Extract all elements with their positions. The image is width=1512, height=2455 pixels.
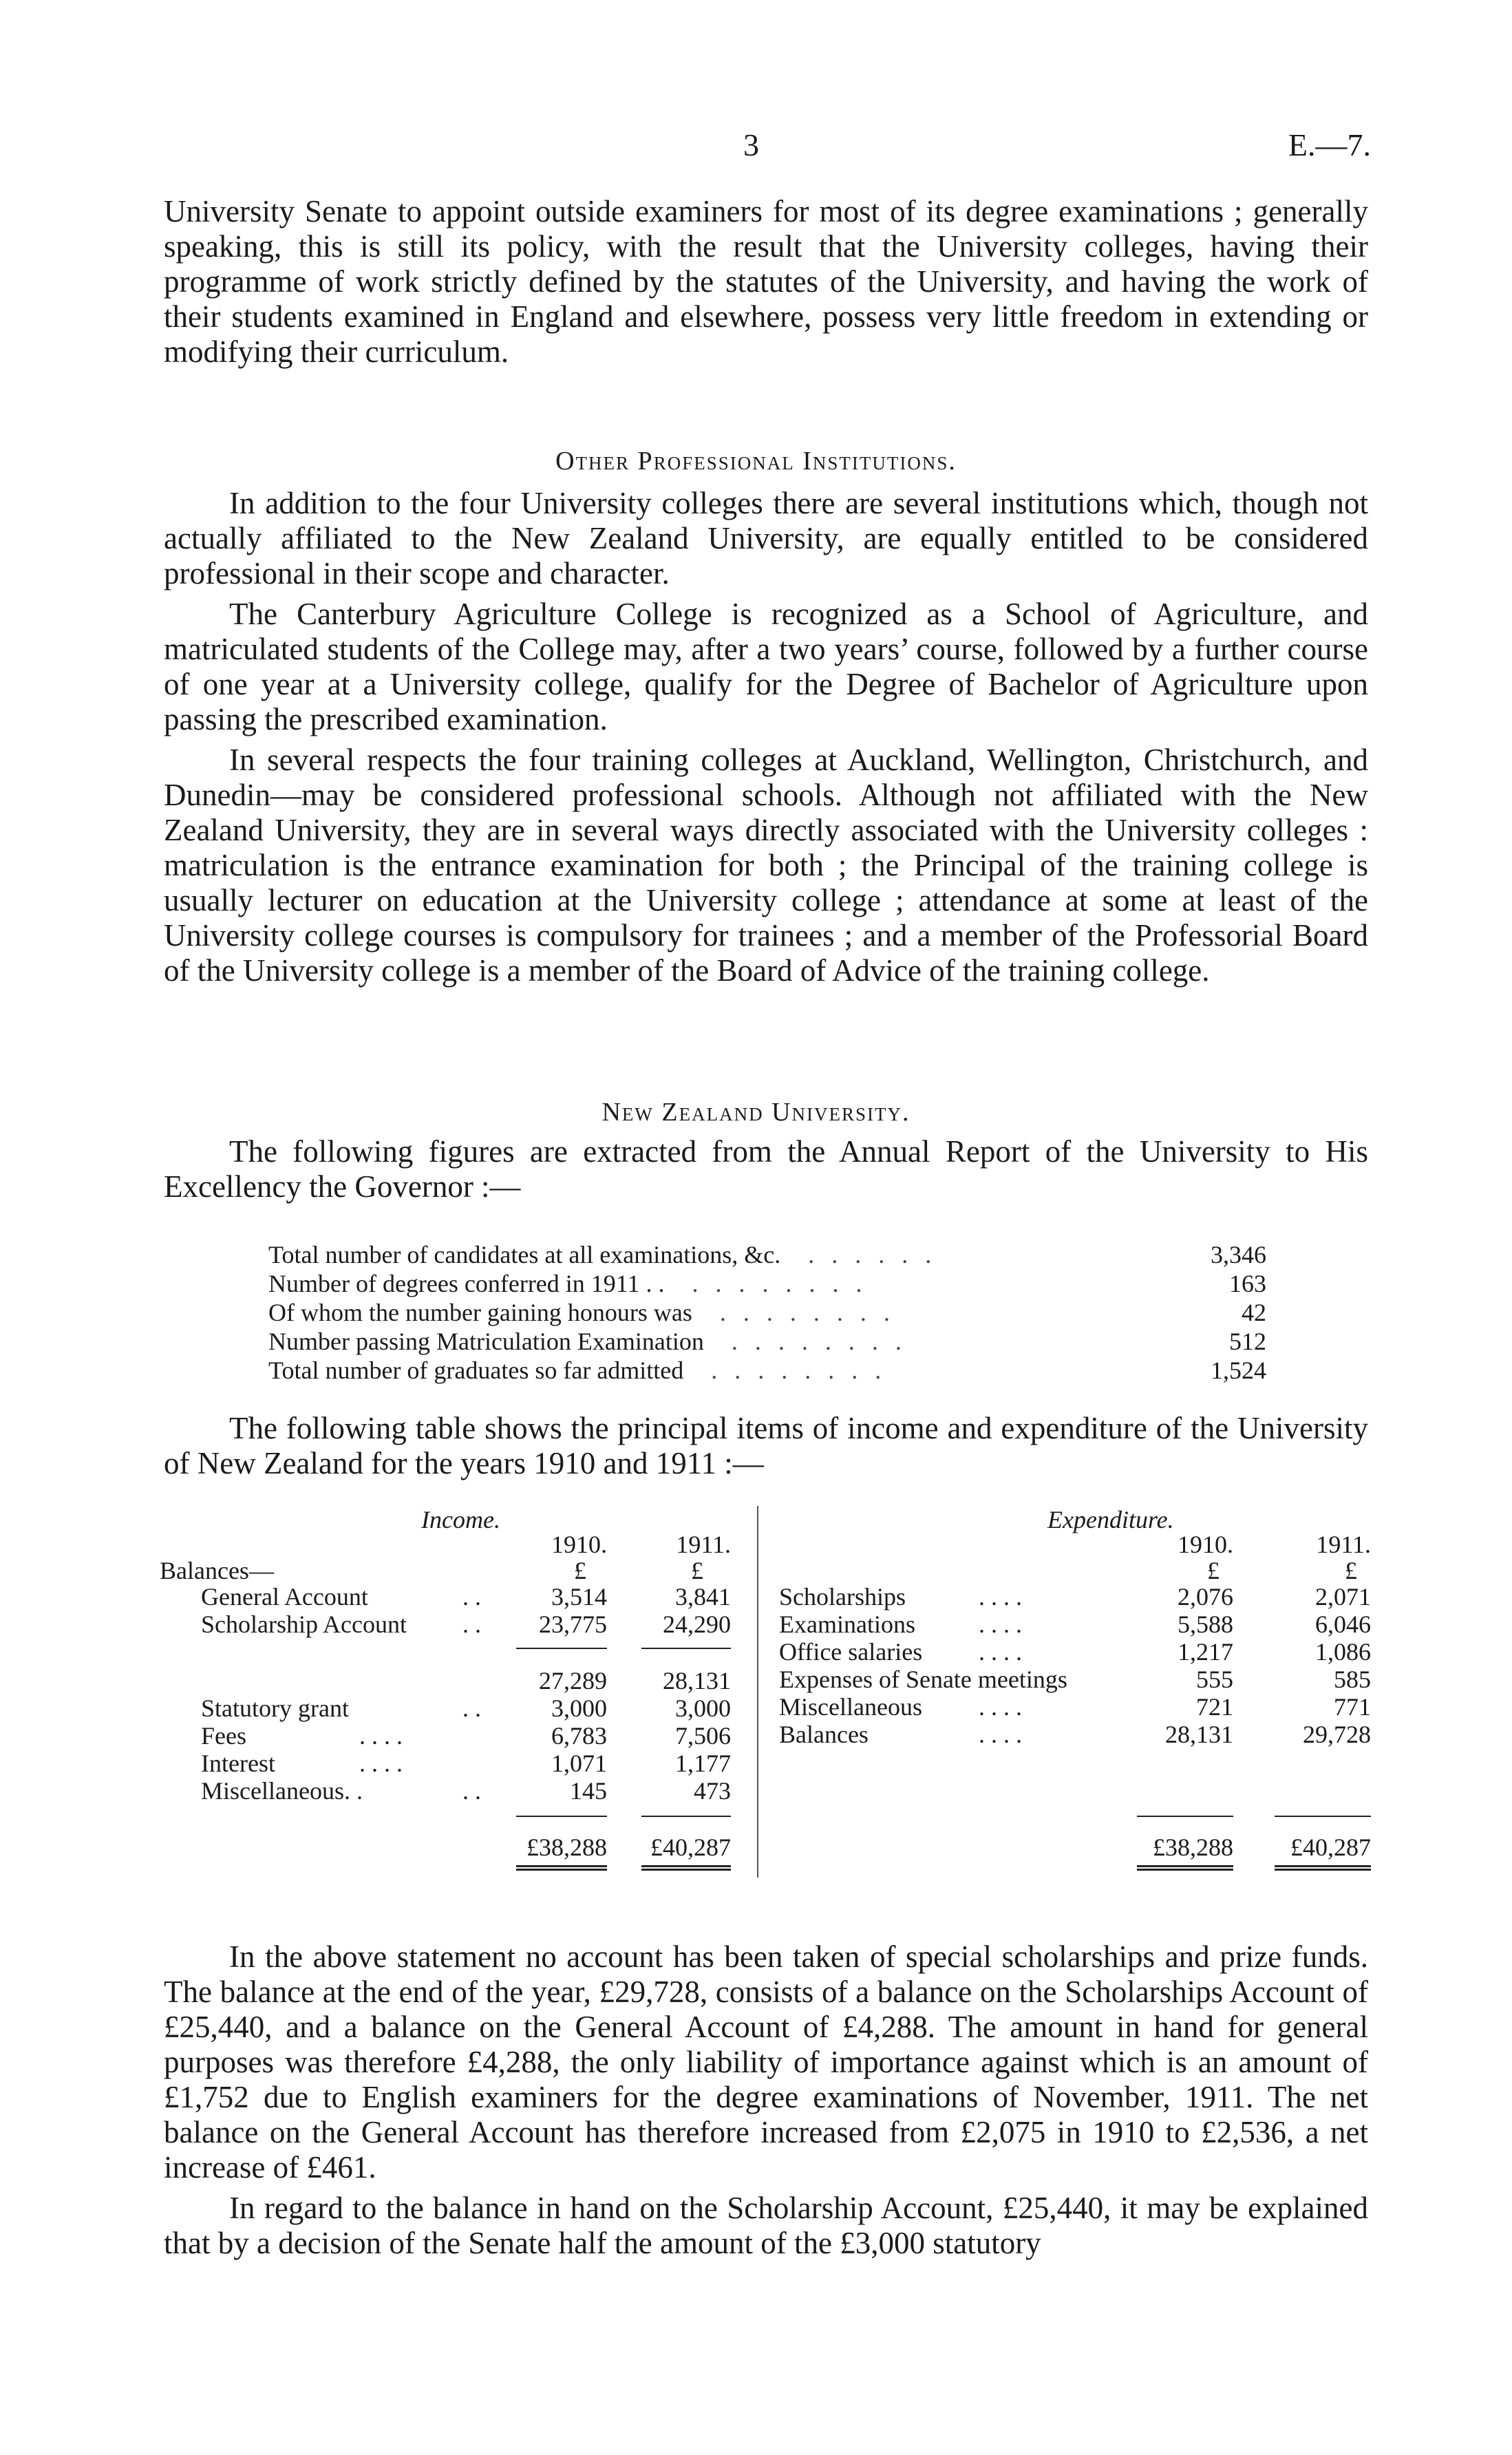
income-value-1911: 3,000 [675, 1694, 731, 1722]
income-year-1911: 1911. [676, 1531, 731, 1558]
expenditure-row-label: Scholarships [779, 1583, 906, 1611]
income-total-1911: £40,287 [650, 1834, 731, 1861]
income-value-1910: 1,071 [551, 1750, 607, 1777]
section-title-nz-university: New Zealand University. [601, 1098, 911, 1127]
leader-dots: . . . . [359, 1750, 403, 1777]
stat-label: Of whom the number gaining honours was [268, 1299, 692, 1326]
expenditure-value-1911: 771 [1334, 1693, 1371, 1721]
income-subtotal-1911: 28,131 [663, 1667, 731, 1694]
expenditure-value-1910: 28,131 [1165, 1721, 1233, 1748]
leader-dots: . . [462, 1777, 481, 1805]
intro-paragraph-block [164, 194, 1368, 375]
stat-value: 512 [1229, 1328, 1266, 1355]
total-rule [1275, 1816, 1371, 1817]
income-value-1910: 3,000 [551, 1694, 607, 1722]
expenditure-value-1911: 585 [1334, 1666, 1371, 1693]
leader-dots: . . . . [979, 1693, 1022, 1721]
leader-dots: . . . . [979, 1638, 1022, 1666]
closing-body [164, 1939, 1368, 2266]
expenditure-value-1910: 721 [1196, 1693, 1233, 1721]
leader-dots: . . . . . . . . [731, 1328, 907, 1355]
expenditure-year-1911: 1911. [1316, 1531, 1371, 1558]
income-value-1911: 1,177 [675, 1750, 731, 1777]
double-rule [641, 1865, 731, 1871]
currency-symbol: £ [574, 1557, 586, 1584]
subtotal-rule [641, 1648, 731, 1649]
income-subtotal-1910: 27,289 [539, 1667, 607, 1694]
expenditure-total-1910: £38,288 [1153, 1834, 1233, 1861]
expenditure-value-1910: 1,217 [1178, 1638, 1233, 1666]
expenditure-value-1910: 555 [1196, 1666, 1233, 1693]
statistics-list [268, 1240, 1266, 1385]
subtotal-rule [516, 1648, 607, 1649]
leader-dots: . . . . [359, 1722, 403, 1750]
stat-row [268, 1327, 1266, 1356]
expenditure-heading: Expenditure. [1047, 1506, 1174, 1533]
document-reference: E.—7. [1288, 127, 1371, 162]
income-row-label: Statutory grant [201, 1694, 349, 1722]
paragraph: In several respects the four training colleges at Auckland, Wellington, Christchurch, and Dunedin—may be considered professional schools. Although not affiliated with the New Zealand University, they are in several ways directly associated with the University colleges : matriculation is the entrance examination for both ; the Principal of the training college is usually lecturer on education at the University college ; attendance at some at least of the University college courses is compulsory for trainees ; and a member of the Professorial Board of the University college is a member of the Board of Advice of the training college. [164, 743, 1368, 988]
currency-symbol: £ [1207, 1557, 1220, 1584]
currency-symbol: £ [1345, 1557, 1357, 1584]
income-heading: Income. [421, 1506, 500, 1533]
stat-row [268, 1269, 1266, 1298]
paragraph: In regard to the balance in hand on the Scholarship Account, £25,440, it may be explained that by a decision of the Senate half the amount of the £3,000 statutory [164, 2191, 1368, 2260]
stat-row [268, 1298, 1266, 1327]
section-title-other-institutions: Other Professional Institutions. [555, 447, 957, 476]
stat-value: 1,524 [1211, 1357, 1266, 1384]
expenditure-row-label: Miscellaneous [779, 1693, 922, 1721]
leader-dots: . . . . [979, 1611, 1022, 1638]
paragraph: The following figures are extracted from the Annual Report of the University to His Excellency the Governor :— [164, 1134, 1368, 1204]
expenditure-row-label: Examinations [779, 1611, 915, 1638]
intro-paragraph: University Senate to appoint outside examiners for most of its degree examinations ; generally speaking, this is still its policy, with the result that the University colleges, having their programme of work strictly defined by the statutes of the University, and having the work of their students examined in England and elsewhere, possess very little freedom in extending or modifying their curriculum. [164, 194, 1368, 369]
currency-symbol: £ [691, 1557, 703, 1584]
stat-label: Number of degrees conferred in 1911 . . [268, 1270, 665, 1297]
expenditure-value-1911: 29,728 [1303, 1721, 1371, 1748]
paragraph: In addition to the four University colleges there are several institutions which, though not actually affiliated to the New Zealand University, are equally entitled to be considered professional in their scope and character. [164, 486, 1368, 591]
double-rule [1137, 1865, 1233, 1871]
expenditure-value-1911: 6,046 [1315, 1611, 1371, 1638]
leader-dots: . . . . . . . . [719, 1299, 895, 1326]
expenditure-value-1911: 2,071 [1315, 1583, 1371, 1611]
stat-label: Total number of candidates at all examinations, &c. [268, 1241, 781, 1268]
double-rule [1275, 1865, 1371, 1871]
expenditure-row-label: Balances [779, 1721, 869, 1748]
paragraph: The following table shows the principal items of income and expenditure of the University of New Zealand for the years 1910 and 1911 :— [164, 1411, 1368, 1480]
table-intro-block [164, 1411, 1368, 1487]
income-value-1911: 473 [694, 1777, 731, 1805]
leader-dots: . . [462, 1694, 481, 1722]
page-number: 3 [743, 127, 759, 162]
expenditure-row-label: Expenses of Senate meetings [779, 1666, 1067, 1693]
income-expenditure-table [160, 1506, 1371, 1878]
income-value-1910: 3,514 [551, 1583, 607, 1611]
balances-label: Balances— [160, 1557, 274, 1584]
income-value-1910: 6,783 [551, 1722, 607, 1750]
double-rule [516, 1865, 607, 1871]
stat-row [268, 1356, 1266, 1385]
expenditure-value-1911: 1,086 [1315, 1638, 1371, 1666]
nz-university-intro-block [164, 1134, 1368, 1210]
income-value-1911: 7,506 [675, 1722, 731, 1750]
total-rule [641, 1816, 731, 1817]
leader-dots: . . [462, 1583, 481, 1611]
income-row-label: Miscellaneous. . [201, 1777, 363, 1805]
income-value-1910: 145 [570, 1777, 607, 1805]
stat-label: Total number of graduates so far admitted [268, 1357, 684, 1384]
leader-dots: . . . . . . . . [711, 1357, 887, 1384]
other-institutions-body [164, 486, 1368, 994]
leader-dots: . . [462, 1611, 481, 1638]
expenditure-row-label: Office salaries [779, 1638, 923, 1666]
total-rule [1137, 1816, 1233, 1817]
income-row-label: Fees [201, 1722, 246, 1750]
expenditure-year-1910: 1910. [1178, 1531, 1233, 1558]
income-value-1910: 23,775 [539, 1611, 607, 1638]
income-row-label: Interest [201, 1750, 275, 1777]
income-year-1910: 1910. [551, 1531, 607, 1558]
stat-value: 3,346 [1211, 1241, 1266, 1268]
income-value-1911: 3,841 [675, 1583, 731, 1611]
leader-dots: . . . . . . . . [692, 1270, 868, 1297]
income-total-1910: £38,288 [526, 1834, 607, 1861]
paragraph: In the above statement no account has been taken of special scholarships and prize funds. The balance at the end of the year, £29,728, consists of a balance on the Scholarships Account of £25,440, and a balance on the General Account of £4,288. The amount in hand for general purposes was therefore £4,288, the only liability of importance against which is an amount of £1,752 due to English examiners for the degree examinations of November, 1911. The net balance on the General Account has therefore increased from £2,075 in 1910 to £2,536, a net increase of £461. [164, 1939, 1368, 2185]
income-value-1911: 24,290 [663, 1611, 731, 1638]
expenditure-value-1910: 5,588 [1178, 1611, 1233, 1638]
expenditure-value-1910: 2,076 [1178, 1583, 1233, 1611]
expenditure-total-1911: £40,287 [1290, 1834, 1371, 1861]
stat-value: 42 [1242, 1299, 1266, 1326]
income-row-label: Scholarship Account [201, 1611, 407, 1638]
column-divider [757, 1506, 758, 1878]
income-row-label: General Account [201, 1583, 368, 1611]
paragraph: The Canterbury Agriculture College is recognized as a School of Agriculture, and matriculated students of the College may, after a two years’ course, followed by a further course of one year at a University college, qualify for the Degree of Bachelor of Agriculture upon passing the prescribed examination. [164, 597, 1368, 736]
leader-dots: . . . . . . [808, 1241, 937, 1268]
stat-value: 163 [1229, 1270, 1266, 1297]
leader-dots: . . . . [979, 1583, 1022, 1611]
stat-label: Number passing Matriculation Examination [268, 1328, 704, 1355]
total-rule [516, 1816, 607, 1817]
stat-row [268, 1240, 1266, 1269]
leader-dots: . . . . [979, 1721, 1022, 1748]
